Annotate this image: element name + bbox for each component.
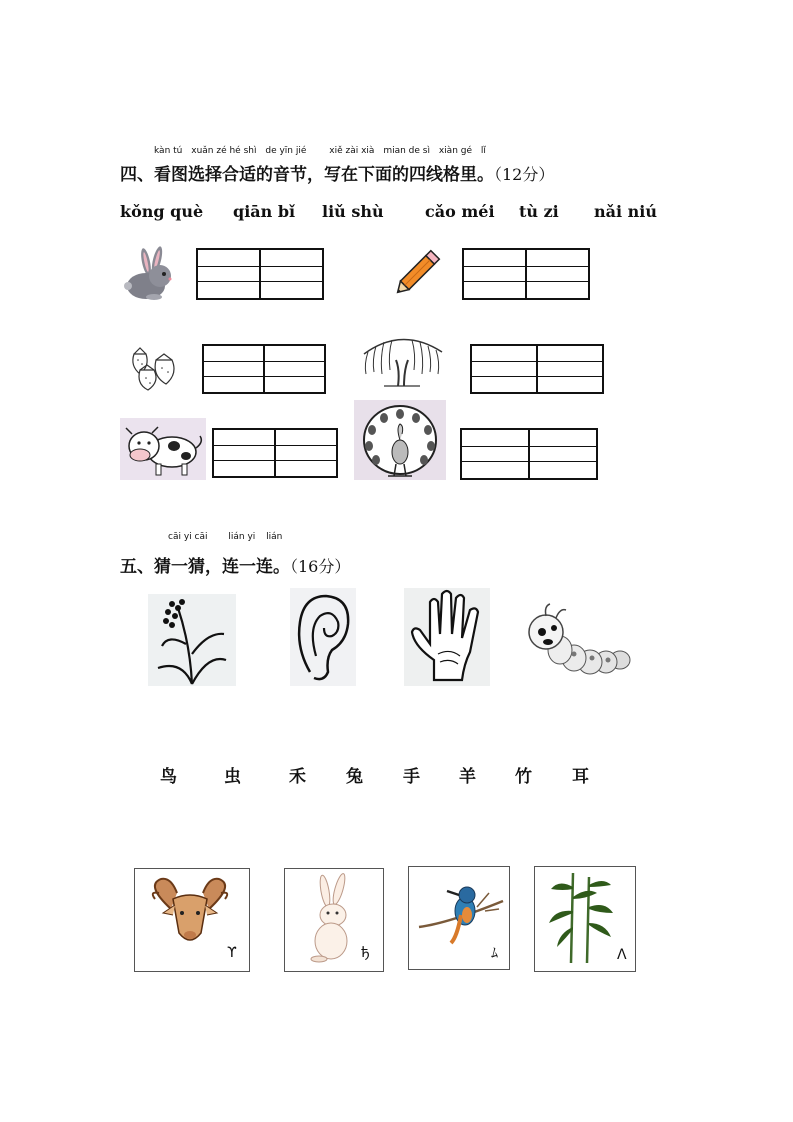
char-shou[interactable]: 手 [403, 767, 420, 787]
writing-grid[interactable] [460, 428, 598, 480]
section4-heading [120, 160, 554, 185]
option-liushu: liǔ shù [322, 202, 384, 221]
pinyin-token: lǐ [480, 146, 486, 156]
pinyin-token: lián [266, 532, 283, 542]
willow-tree-icon [354, 330, 450, 388]
writing-grid[interactable] [462, 248, 590, 300]
pinyin-token: mian de sì [383, 146, 430, 156]
option-nainiu: nǎi niú [594, 202, 657, 221]
char-he[interactable]: 禾 [289, 767, 306, 787]
goat-icon [134, 868, 250, 972]
option-tuzi: tù zi [519, 202, 559, 221]
pinyin-token: cāi yi cāi [168, 532, 208, 542]
ancient-glyph-icon: ϒ [227, 945, 237, 961]
rabbit-icon [120, 240, 180, 302]
ancient-glyph-icon: ᐱ [617, 947, 627, 963]
section5-title: 五、猜一猜，连一连。 [120, 557, 290, 577]
pinyin-annotation [168, 532, 282, 542]
char-tu[interactable]: 兔 [346, 767, 363, 787]
option-caomei: cǎo méi [425, 202, 495, 221]
char-chong[interactable]: 虫 [224, 767, 241, 787]
bird-icon [408, 866, 510, 970]
char-er[interactable]: 耳 [572, 767, 589, 787]
cow-icon [120, 418, 206, 480]
writing-grid[interactable] [470, 344, 604, 394]
section5-heading [120, 552, 350, 577]
section5-score: （16分） [290, 557, 351, 576]
writing-grid[interactable] [202, 344, 326, 394]
ancient-glyph-icon: ђ [361, 945, 370, 961]
char-zhu[interactable]: 竹 [515, 767, 532, 787]
section4-score: （12分） [494, 165, 555, 184]
option-kongque: kǒng què [120, 202, 204, 221]
pinyin-token: de yīn jié [265, 146, 307, 156]
hand-icon [404, 588, 490, 686]
pinyin-token: xuǎn zé hé shì [191, 146, 257, 156]
peacock-icon [354, 400, 446, 480]
rabbit-icon [284, 868, 384, 972]
pinyin-token: xiàn gé [438, 146, 473, 156]
rice-plant-icon [148, 594, 236, 686]
pinyin-annotation [154, 146, 534, 156]
pinyin-token: xiě zài xià [329, 146, 375, 156]
writing-grid[interactable] [212, 428, 338, 478]
ear-icon [290, 588, 356, 686]
bamboo-icon [534, 866, 636, 972]
ancient-glyph-icon: ﾑ [491, 946, 498, 962]
pinyin-token: lián yi [228, 532, 256, 542]
pinyin-token: kàn tú [154, 146, 183, 156]
section4-title: 四、看图选择合适的音节，写在下面的四线格里。 [120, 165, 494, 185]
worm-icon [520, 598, 632, 684]
char-niao[interactable]: 鸟 [160, 767, 177, 787]
option-qianbi: qiān bǐ [233, 202, 296, 221]
pencil-icon [386, 246, 446, 302]
char-yang[interactable]: 羊 [459, 767, 476, 787]
writing-grid[interactable] [196, 248, 324, 300]
strawberry-icon [126, 336, 186, 392]
